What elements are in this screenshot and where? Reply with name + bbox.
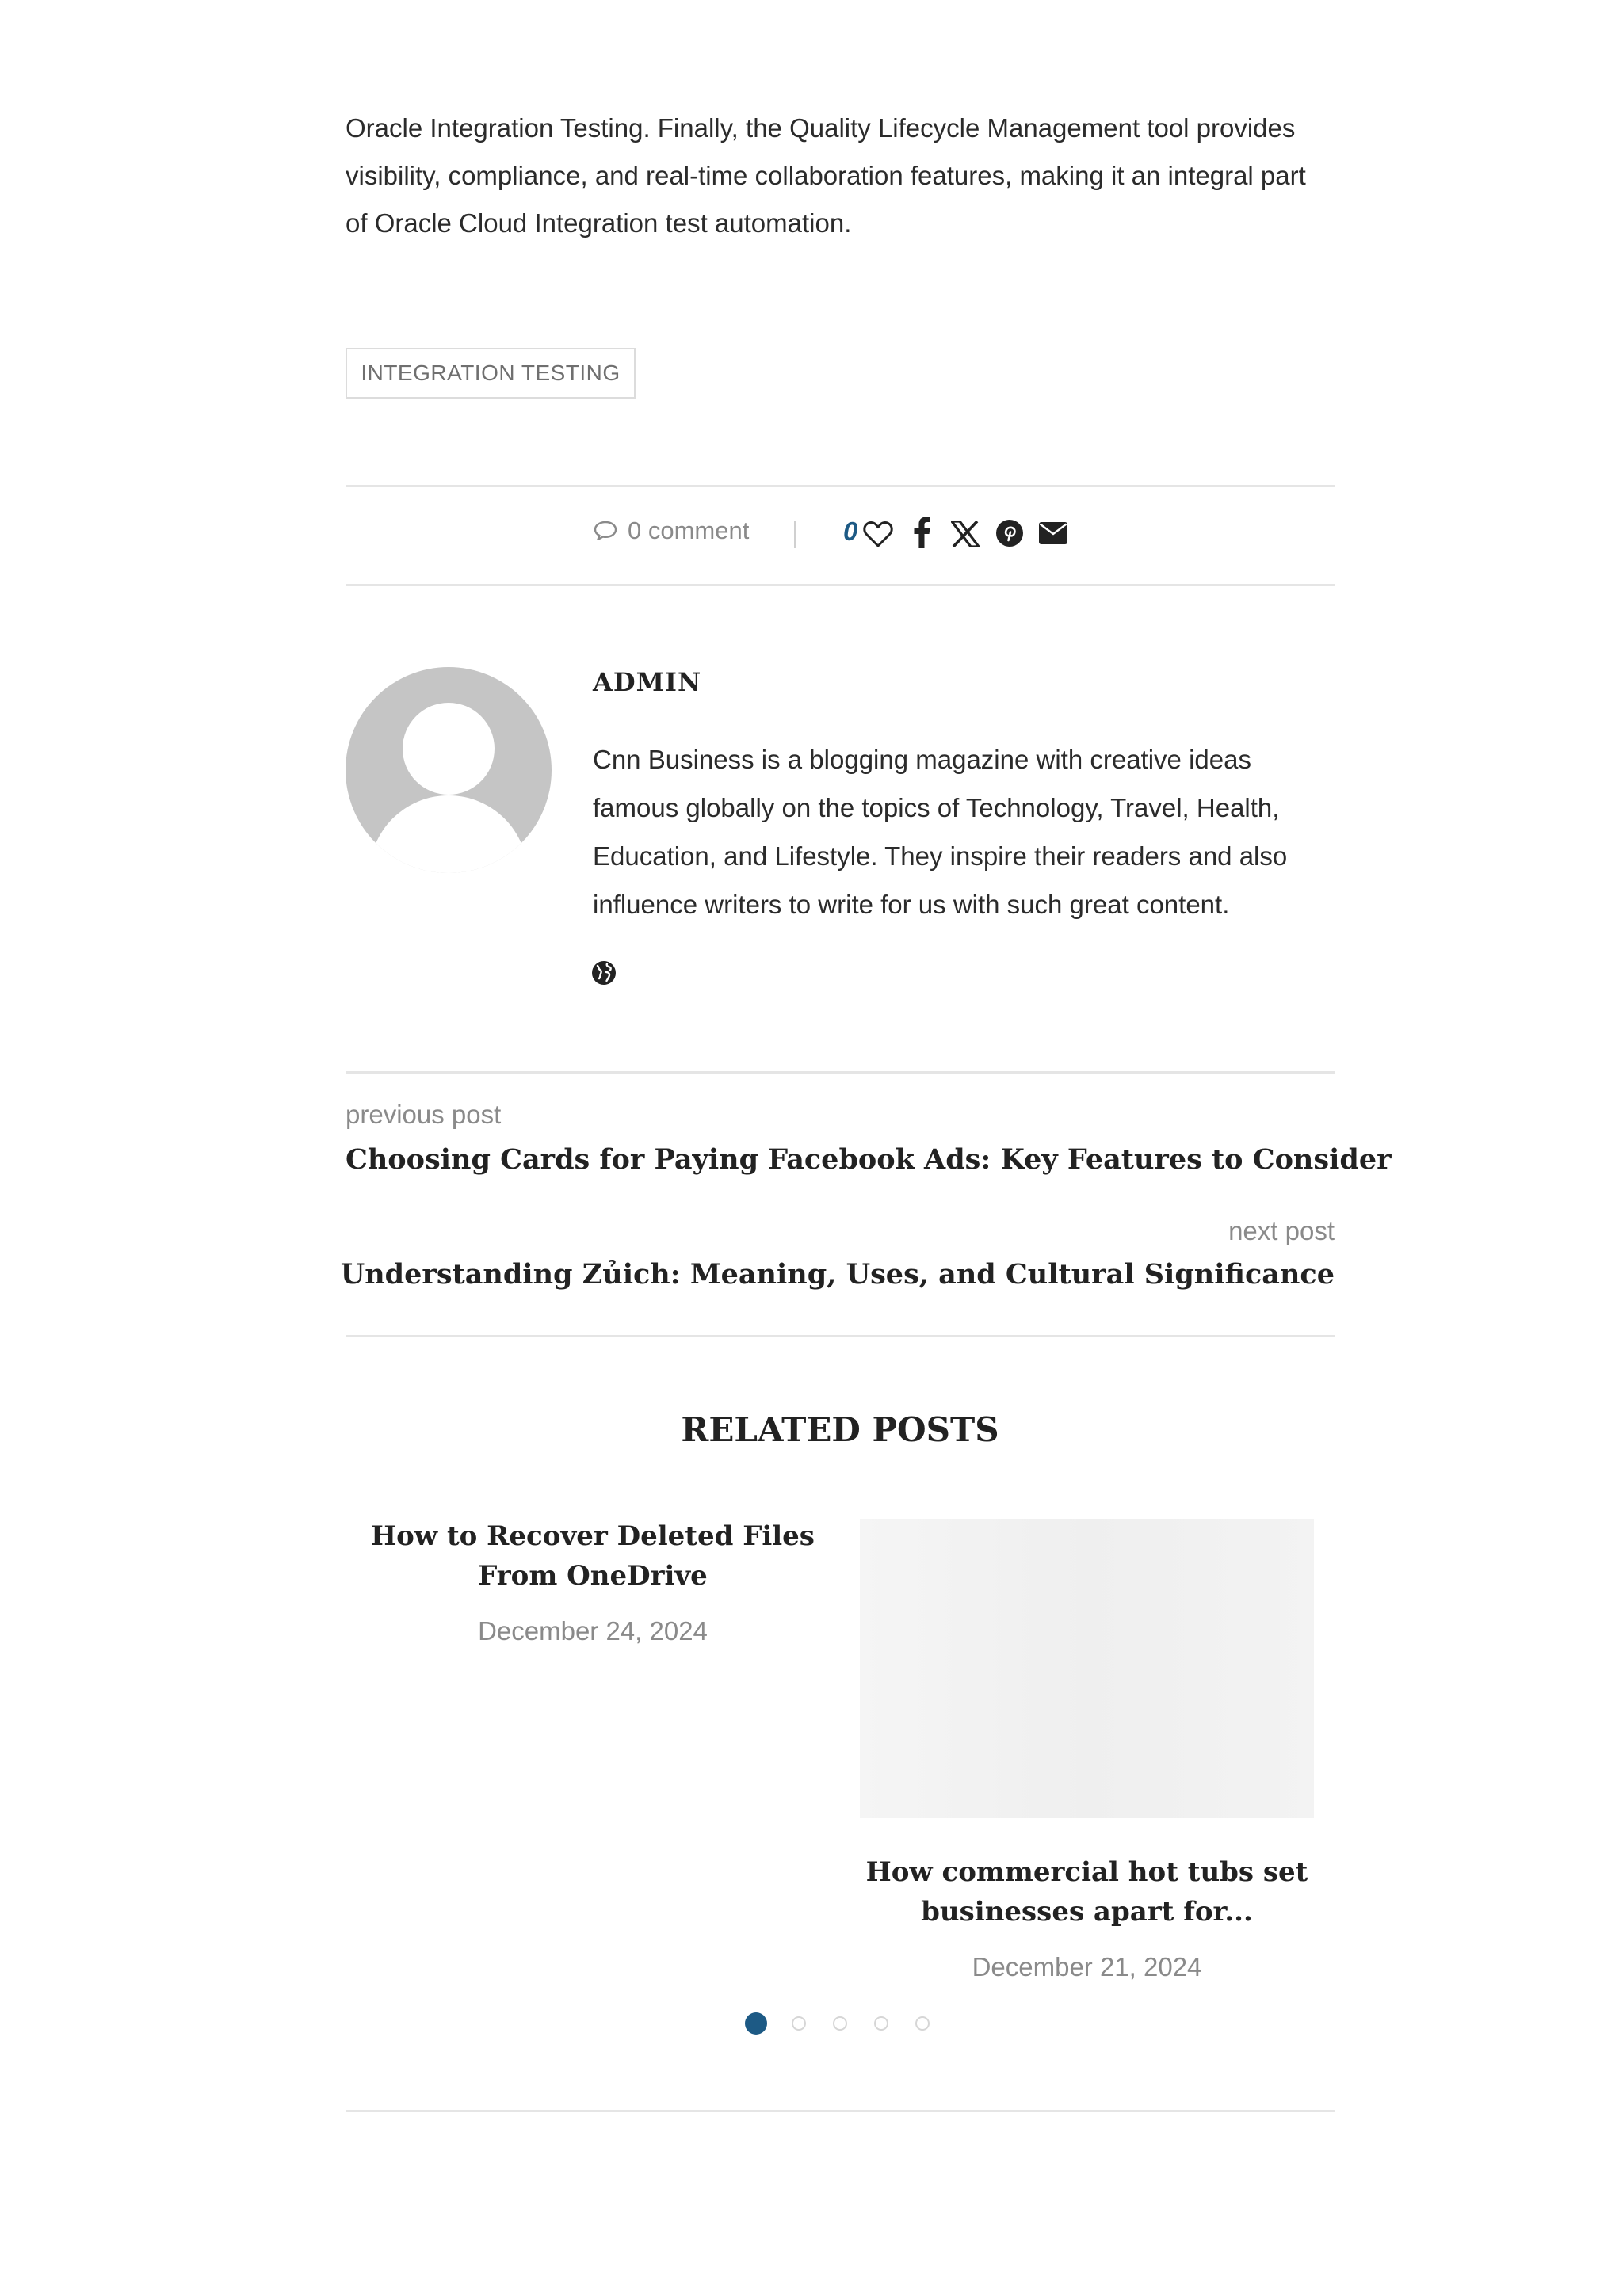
divider bbox=[346, 1071, 1335, 1074]
related-posts-heading: RELATED POSTS bbox=[681, 1410, 999, 1449]
heart-like-icon[interactable] bbox=[862, 520, 894, 548]
divider bbox=[346, 1335, 1335, 1337]
comment-count-label: 0 comment bbox=[628, 517, 750, 544]
comment-bubble-icon bbox=[593, 520, 618, 542]
like-count: 0 bbox=[843, 517, 858, 546]
pinterest-icon[interactable] bbox=[995, 519, 1024, 547]
related-post-date: December 24, 2024 bbox=[478, 1616, 708, 1646]
divider bbox=[346, 584, 1335, 586]
tag-integration-testing[interactable]: INTEGRATION TESTING bbox=[346, 348, 636, 399]
post-meta-bar bbox=[346, 485, 1335, 584]
divider bbox=[346, 2110, 1335, 2112]
next-post-label: next post bbox=[1228, 1216, 1335, 1245]
meta-separator bbox=[794, 521, 796, 548]
related-post-title-line: How to Recover Deleted Files bbox=[371, 1520, 815, 1552]
related-post-title-line: From OneDrive bbox=[478, 1560, 708, 1592]
related-post-title-line: How commercial hot tubs set bbox=[865, 1856, 1308, 1888]
next-post-link[interactable]: Understanding Zủich: Meaning, Uses, and Cultural Significance bbox=[340, 1258, 1335, 1291]
related-post-title[interactable] bbox=[365, 1516, 821, 1596]
carousel-dot-1[interactable] bbox=[745, 2012, 767, 2035]
x-twitter-icon[interactable] bbox=[951, 521, 980, 547]
author-name[interactable]: ADMIN bbox=[593, 667, 702, 697]
author-avatar[interactable] bbox=[346, 667, 552, 873]
carousel-dot-2[interactable] bbox=[792, 2016, 806, 2031]
carousel-dot-4[interactable] bbox=[874, 2016, 888, 2031]
previous-post-link[interactable]: Choosing Cards for Paying Facebook Ads: Key Features to Consider bbox=[346, 1143, 1392, 1176]
author-bio: Cnn Business is a blogging magazine with creative ideas famous globally on the topics of Technology, Travel, Health, Education, and Lifestyle. They inspire their readers and also influence writers to write for us with such great content. bbox=[593, 745, 1288, 919]
globe-icon[interactable] bbox=[591, 960, 617, 986]
carousel-dot-3[interactable] bbox=[833, 2016, 847, 2031]
facebook-icon[interactable] bbox=[912, 517, 931, 548]
email-icon[interactable] bbox=[1038, 521, 1068, 545]
related-post-date: December 21, 2024 bbox=[972, 1952, 1202, 1981]
related-post-title[interactable] bbox=[860, 1852, 1314, 1932]
previous-post-label: previous post bbox=[346, 1100, 502, 1129]
related-post-thumbnail[interactable] bbox=[860, 1519, 1314, 1818]
comment-link[interactable] bbox=[593, 517, 749, 545]
carousel-dot-5[interactable] bbox=[915, 2016, 930, 2031]
article-closing-paragraph: Oracle Integration Testing. Finally, the Quality Lifecycle Management tool provides visibility, compliance, and real-time collaboration features, making it an integral part of Oracle Cloud Integration test automation. bbox=[346, 113, 1306, 238]
related-post-title-line: businesses apart for... bbox=[921, 1896, 1253, 1928]
